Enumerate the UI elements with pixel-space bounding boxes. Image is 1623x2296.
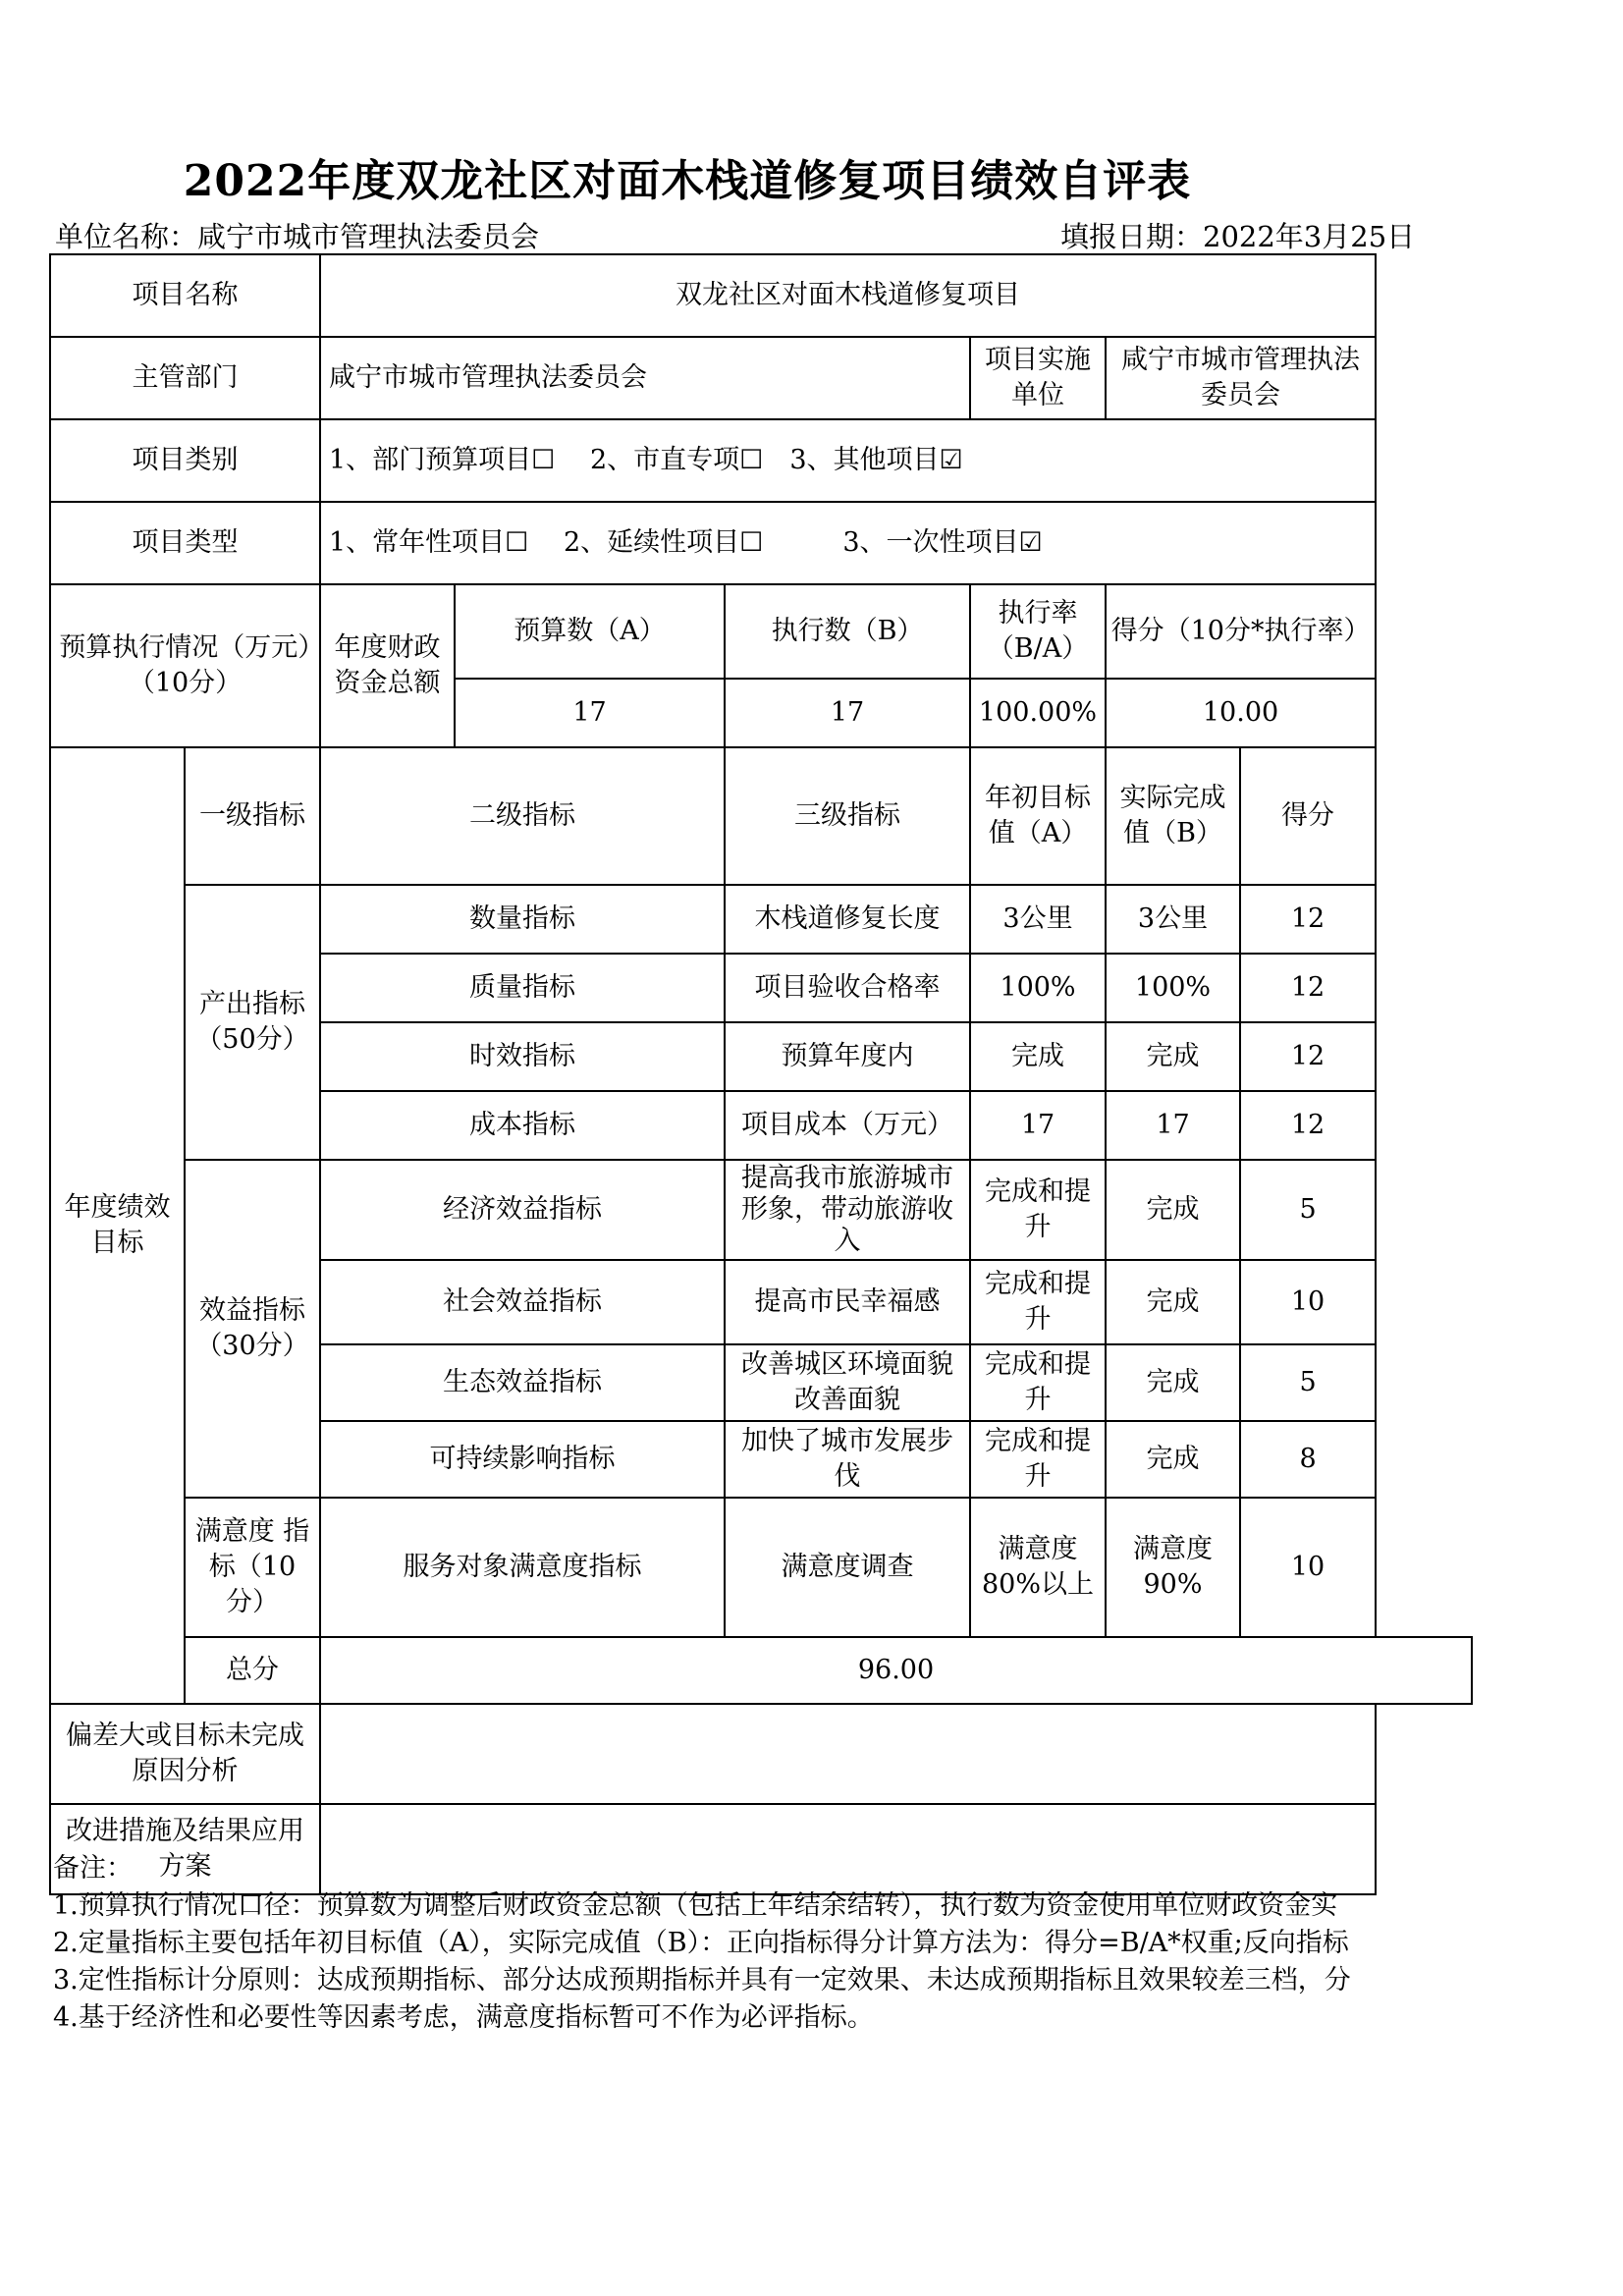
type-value: 1、常年性项目☐ 2、延续性项目☐ 3、一次性项目☑	[320, 502, 1376, 584]
row-l3: 加快了城市发展步伐	[725, 1421, 970, 1498]
row-l2: 经济效益指标	[320, 1160, 725, 1260]
row-l2: 质量指标	[320, 954, 725, 1022]
category-value: 1、部门预算项目☐ 2、市直专项☐ 3、其他项目☑	[320, 419, 1376, 502]
header-score: 得分	[1240, 747, 1376, 885]
budget-val-rate: 100.00%	[970, 679, 1106, 747]
budget-val-b: 17	[725, 679, 970, 747]
dept-label: 主管部门	[50, 337, 320, 419]
row-score: 12	[1240, 954, 1376, 1022]
row-target: 完成和提升	[970, 1260, 1106, 1344]
row-l2: 服务对象满意度指标	[320, 1498, 725, 1637]
row-l3: 木栈道修复长度	[725, 885, 970, 954]
row-actual: 100%	[1106, 954, 1240, 1022]
improve-label: 改进措施及结果应用方案	[50, 1804, 320, 1894]
row-actual: 满意度90%	[1106, 1498, 1240, 1637]
row-target: 完成	[970, 1022, 1106, 1091]
row-l2: 生态效益指标	[320, 1344, 725, 1421]
deviation-value	[320, 1704, 1376, 1804]
row-actual: 完成	[1106, 1344, 1240, 1421]
row-actual: 3公里	[1106, 885, 1240, 954]
fund-label: 年度财政资金总额	[320, 584, 455, 747]
row-actual: 17	[1106, 1091, 1240, 1160]
row-actual: 完成	[1106, 1022, 1240, 1091]
note-line: 3.定性指标计分原则：达成预期指标、部分达成预期指标并具有一定效果、未达成预期指标且效果较差三档，分	[53, 1965, 1351, 1995]
row-l3: 提高市民幸福感	[725, 1260, 970, 1344]
row-score: 5	[1240, 1344, 1376, 1421]
row-score: 8	[1240, 1421, 1376, 1498]
page-title: 2022年度双龙社区对面木栈道修复项目绩效自评表	[183, 156, 1192, 206]
row-l2: 时效指标	[320, 1022, 725, 1091]
row-actual: 完成	[1106, 1160, 1240, 1260]
goal-label: 年度绩效目标	[50, 747, 185, 1704]
header-l1: 一级指标	[185, 747, 320, 885]
row-score: 12	[1240, 1091, 1376, 1160]
budget-col-b: 执行数（B）	[725, 584, 970, 679]
benefit-label: 效益指标（30分）	[185, 1160, 320, 1498]
row-l2: 成本指标	[320, 1091, 725, 1160]
note-line: 4.基于经济性和必要性等因素考虑，满意度指标暂可不作为必评指标。	[53, 2002, 874, 2033]
row-l3: 满意度调查	[725, 1498, 970, 1637]
note-line: 2.定量指标主要包括年初目标值（A），实际完成值（B）：正向指标得分计算方法为：得分=B/A*权重;反向指标	[53, 1928, 1349, 1958]
row-actual: 完成	[1106, 1260, 1240, 1344]
header-l3: 三级指标	[725, 747, 970, 885]
row-score: 5	[1240, 1160, 1376, 1260]
header-l2: 二级指标	[320, 747, 725, 885]
fill-date: 填报日期：2022年3月25日	[1060, 220, 1416, 253]
unit-name: 单位名称：咸宁市城市管理执法委员会	[55, 220, 540, 253]
row-target: 完成和提升	[970, 1421, 1106, 1498]
row-l3: 提高我市旅游城市形象，带动旅游收入	[725, 1160, 970, 1260]
row-target: 100%	[970, 954, 1106, 1022]
dept-value: 咸宁市城市管理执法委员会	[320, 337, 970, 419]
row-l3: 改善城区环境面貌改善面貌	[725, 1344, 970, 1421]
satisfaction-label: 满意度 指 标（10分）	[185, 1498, 320, 1637]
note-line: 1.预算执行情况口径：预算数为调整后财政资金总额（包括上年结余结转），执行数为资金使用单位财政资金实	[53, 1890, 1338, 1921]
row-target: 完成和提升	[970, 1160, 1106, 1260]
header-target: 年初目标值（A）	[970, 747, 1106, 885]
budget-val-score: 10.00	[1106, 679, 1376, 747]
row-l3: 项目成本（万元）	[725, 1091, 970, 1160]
row-target: 17	[970, 1091, 1106, 1160]
row-score: 10	[1240, 1498, 1376, 1637]
row-l2: 数量指标	[320, 885, 725, 954]
note-line: 备注：	[53, 1853, 133, 1884]
row-l2: 社会效益指标	[320, 1260, 725, 1344]
notes	[53, 1850, 1477, 2037]
budget-col-rate: 执行率（B/A）	[970, 584, 1106, 679]
row-l2: 可持续影响指标	[320, 1421, 725, 1498]
budget-col-score: 得分（10分*执行率）	[1106, 584, 1376, 679]
row-score: 10	[1240, 1260, 1376, 1344]
impl-value: 咸宁市城市管理执法委员会	[1106, 337, 1376, 419]
budget-label: 预算执行情况（万元）（10分）	[50, 584, 320, 747]
budget-col-a: 预算数（A）	[455, 584, 725, 679]
budget-val-a: 17	[455, 679, 725, 747]
impl-label: 项目实施单位	[970, 337, 1106, 419]
category-label: 项目类别	[50, 419, 320, 502]
project-name-label: 项目名称	[50, 254, 320, 337]
header-actual: 实际完成值（B）	[1106, 747, 1240, 885]
project-name-value: 双龙社区对面木栈道修复项目	[320, 254, 1376, 337]
evaluation-table	[49, 253, 1473, 1895]
row-l3: 预算年度内	[725, 1022, 970, 1091]
deviation-label: 偏差大或目标未完成原因分析	[50, 1704, 320, 1804]
row-target: 满意度80%以上	[970, 1498, 1106, 1637]
row-score: 12	[1240, 1022, 1376, 1091]
row-target: 完成和提升	[970, 1344, 1106, 1421]
row-actual: 完成	[1106, 1421, 1240, 1498]
total-label: 总分	[185, 1637, 320, 1704]
output-label: 产出指标（50分）	[185, 885, 320, 1160]
row-target: 3公里	[970, 885, 1106, 954]
row-l3: 项目验收合格率	[725, 954, 970, 1022]
total-value: 96.00	[320, 1637, 1472, 1704]
row-score: 12	[1240, 885, 1376, 954]
type-label: 项目类型	[50, 502, 320, 584]
